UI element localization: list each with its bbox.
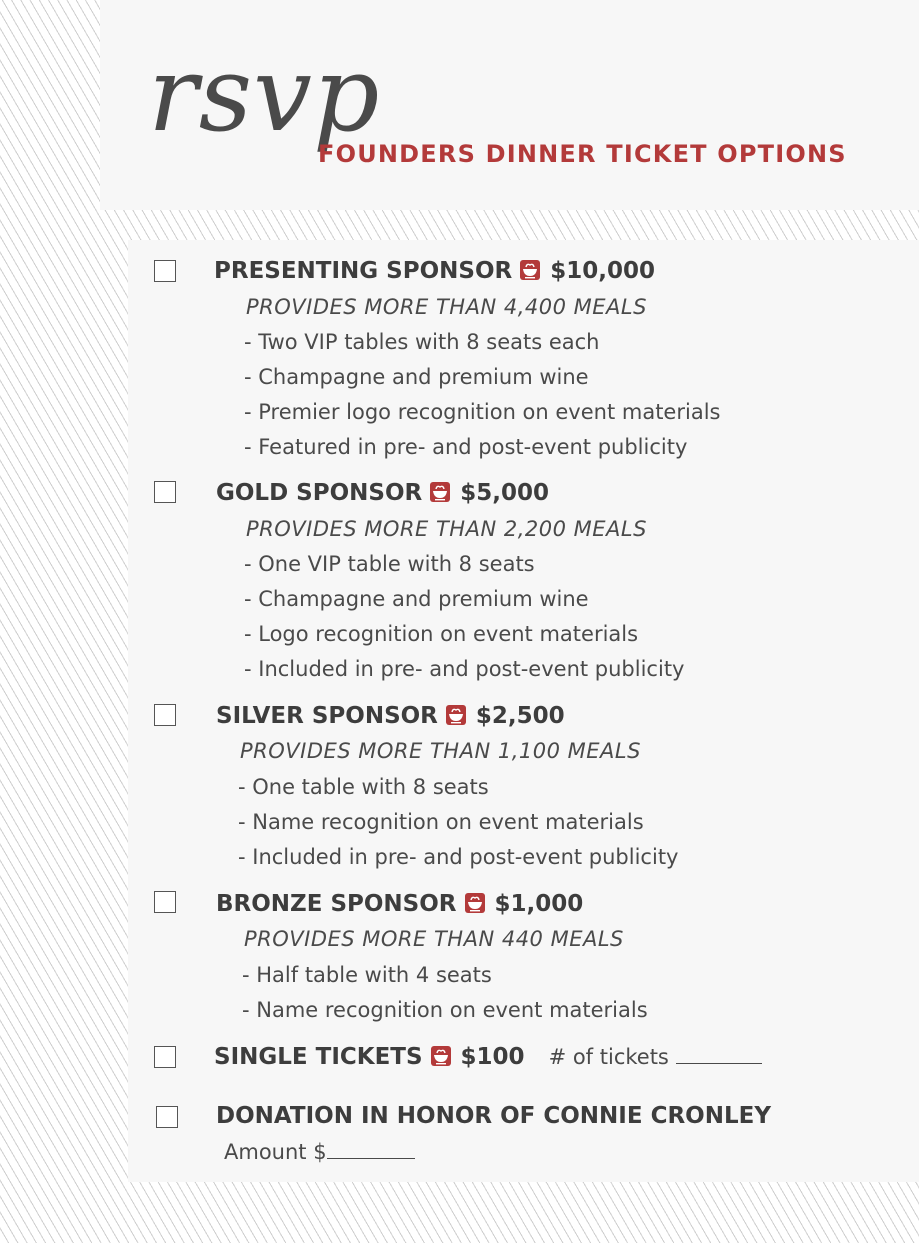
benefit-item: - Logo recognition on event materials bbox=[244, 622, 639, 646]
ticket-count-blank[interactable] bbox=[676, 1063, 762, 1064]
tier-meals: PROVIDES MORE THAN 4,400 MEALS bbox=[246, 295, 647, 319]
bronze-sponsor-checkbox[interactable] bbox=[154, 891, 176, 913]
tier-name: SINGLE TICKETS bbox=[214, 1044, 423, 1070]
benefit-item: - Premier logo recognition on event materials bbox=[244, 400, 721, 424]
tier-meals: PROVIDES MORE THAN 440 MEALS bbox=[244, 927, 624, 951]
benefit-item: - Name recognition on event materials bbox=[238, 810, 644, 834]
tier-price: $100 bbox=[460, 1044, 525, 1070]
donation-amount-blank[interactable] bbox=[327, 1158, 415, 1159]
benefit-item: - Two VIP tables with 8 seats each bbox=[244, 330, 600, 354]
tier-title-presenting bbox=[214, 257, 655, 285]
tier-price: $2,500 bbox=[475, 703, 565, 729]
tier-meals: PROVIDES MORE THAN 1,100 MEALS bbox=[240, 739, 641, 763]
benefit-item: - Half table with 4 seats bbox=[242, 963, 492, 987]
food-bowl-icon bbox=[520, 260, 540, 280]
donation-amount-field[interactable] bbox=[224, 1139, 415, 1165]
tier-name: PRESENTING SPONSOR bbox=[214, 258, 513, 284]
benefit-item: - Champagne and premium wine bbox=[244, 587, 589, 611]
tier-meals: PROVIDES MORE THAN 2,200 MEALS bbox=[246, 517, 647, 541]
donation-title: DONATION IN HONOR OF CONNIE CRONLEY bbox=[216, 1103, 771, 1129]
page-title: FOUNDERS DINNER TICKET OPTIONS bbox=[318, 140, 847, 168]
benefit-item: - Included in pre- and post-event publicity bbox=[238, 845, 679, 869]
benefit-item: - One VIP table with 8 seats bbox=[244, 552, 535, 576]
tier-price: $5,000 bbox=[460, 480, 550, 506]
silver-sponsor-checkbox[interactable] bbox=[154, 704, 176, 726]
tier-title-gold bbox=[216, 479, 549, 507]
rsvp-logo: rsvp bbox=[148, 33, 381, 155]
benefit-item: - One table with 8 seats bbox=[238, 775, 489, 799]
tier-title-silver bbox=[216, 702, 565, 730]
food-bowl-icon bbox=[446, 705, 466, 725]
presenting-sponsor-checkbox[interactable] bbox=[154, 260, 176, 282]
benefit-item: - Featured in pre- and post-event publicity bbox=[244, 435, 688, 459]
tier-name: SILVER SPONSOR bbox=[216, 703, 438, 729]
food-bowl-icon bbox=[431, 1046, 451, 1066]
ticket-count-field[interactable] bbox=[549, 1045, 762, 1069]
benefit-item: - Champagne and premium wine bbox=[244, 365, 589, 389]
gold-sponsor-checkbox[interactable] bbox=[154, 481, 176, 503]
tier-name: BRONZE SPONSOR bbox=[216, 891, 457, 917]
donation-checkbox[interactable] bbox=[156, 1106, 178, 1128]
single-tickets-checkbox[interactable] bbox=[154, 1046, 176, 1068]
donation-amount-label: Amount $ bbox=[224, 1140, 327, 1164]
tier-name: GOLD SPONSOR bbox=[216, 480, 423, 506]
food-bowl-icon bbox=[430, 482, 450, 502]
tier-title-bronze bbox=[216, 890, 583, 918]
benefit-item: - Included in pre- and post-event publicity bbox=[244, 657, 685, 681]
single-tickets-row bbox=[214, 1043, 762, 1071]
benefit-item: - Name recognition on event materials bbox=[242, 998, 648, 1022]
food-bowl-icon bbox=[465, 893, 485, 913]
ticket-count-label: # of tickets bbox=[548, 1045, 669, 1069]
tier-price: $10,000 bbox=[550, 258, 656, 284]
tier-price: $1,000 bbox=[494, 891, 584, 917]
